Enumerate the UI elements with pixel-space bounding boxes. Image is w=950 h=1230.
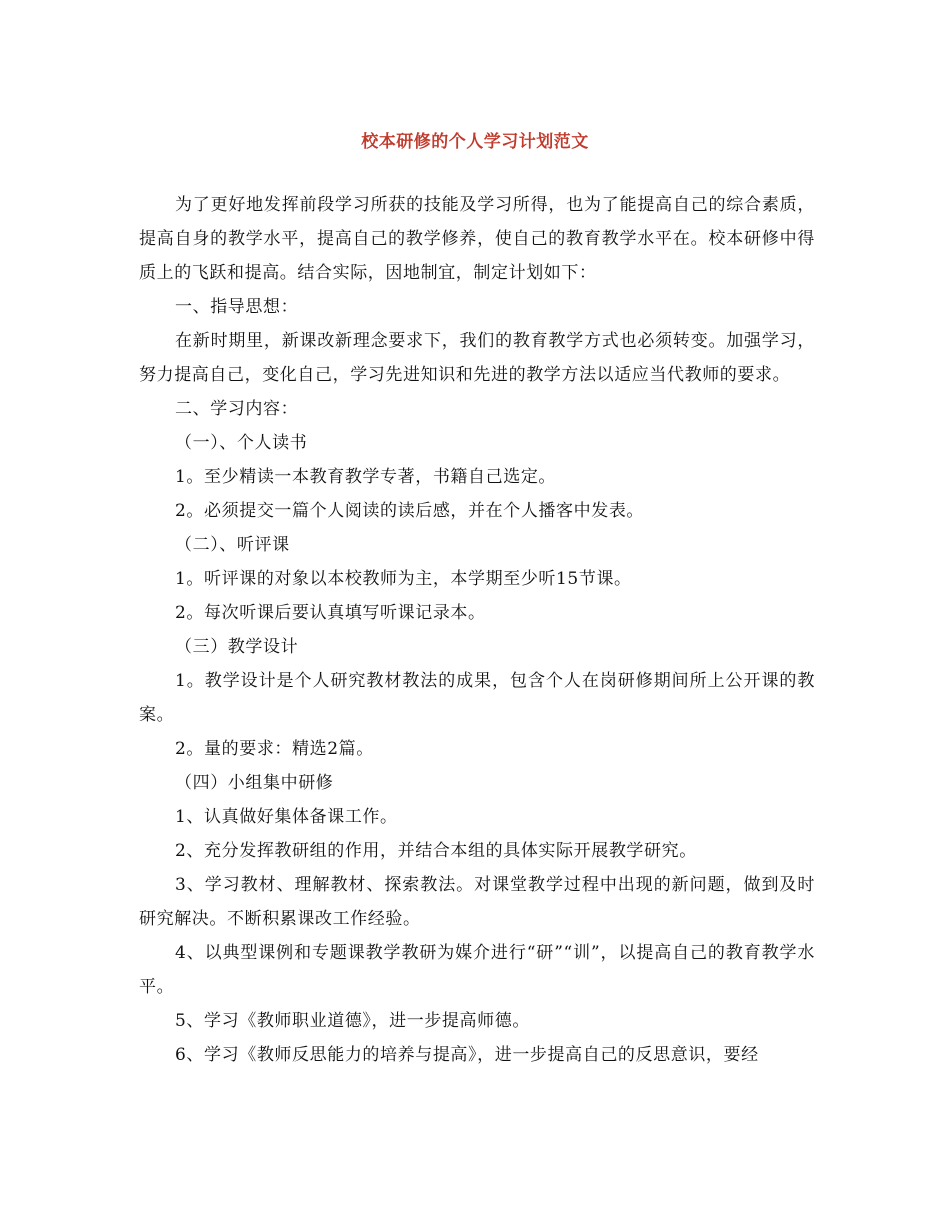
list-item: 2。每次听课后要认真填写听课记录本。 (175, 603, 486, 623)
list-item: 4、以典型课例和专题课教学教研为媒介进行“研”“训”，以提高自己的教育教学水平。 (139, 943, 815, 997)
list-item: 1、认真做好集体备课工作。 (175, 807, 398, 827)
subsection-heading: （二）、听评课 (175, 535, 290, 555)
section-heading: 一、指导思想： (175, 297, 299, 317)
paragraph: 在新时期里，新课改新理念要求下，我们的教育教学方式也必须转变。加强学习，努力提高自己，变化自己，学习先进知识和先进的教学方法以适应当代教师的要求。 (139, 331, 815, 385)
subsection-heading: （三）教学设计 (175, 637, 299, 657)
list-item: 6、学习《教师反思能力的培养与提高》，进一步提高自己的反思意识，要经 (175, 1045, 759, 1065)
section-heading: 二、学习内容： (175, 399, 299, 419)
list-item: 1。教学设计是个人研究教材教法的成果，包含个人在岗研修期间所上公开课的教案。 (139, 671, 815, 725)
document-title: 校本研修的个人学习计划范文 (361, 132, 589, 152)
list-item: 2。必须提交一篇个人阅读的读后感，并在个人播客中发表。 (175, 501, 645, 521)
list-item: 1。听评课的对象以本校教师为主，本学期至少听15节课。 (175, 569, 632, 589)
list-item: 3、学习教材、理解教材、探索教法。对课堂教学过程中出现的新问题，做到及时研究解决。不断积累课改工作经验。 (139, 875, 815, 929)
paragraph: 为了更好地发挥前段学习所获的技能及学习所得，也为了能提高自己的综合素质，提高自身的教学水平，提高自己的教学修养，使自己的教育教学水平在。校本研修中得质上的飞跃和提高。结合实际，因地制宜，制定计划如下： (139, 195, 815, 283)
subsection-heading: （四）小组集中研修 (175, 773, 334, 793)
subsection-heading: （一）、个人读书 (175, 433, 308, 453)
list-item: 1。至少精读一本教育教学专著，书籍自己选定。 (175, 467, 557, 487)
list-item: 2。量的要求：精选2篇。 (175, 739, 374, 759)
list-item: 2、充分发挥教研组的作用，并结合本组的具体实际开展教学研究。 (175, 841, 697, 861)
list-item: 5、学习《教师职业道德》，进一步提高师德。 (175, 1011, 530, 1031)
document-body (139, 188, 815, 1072)
